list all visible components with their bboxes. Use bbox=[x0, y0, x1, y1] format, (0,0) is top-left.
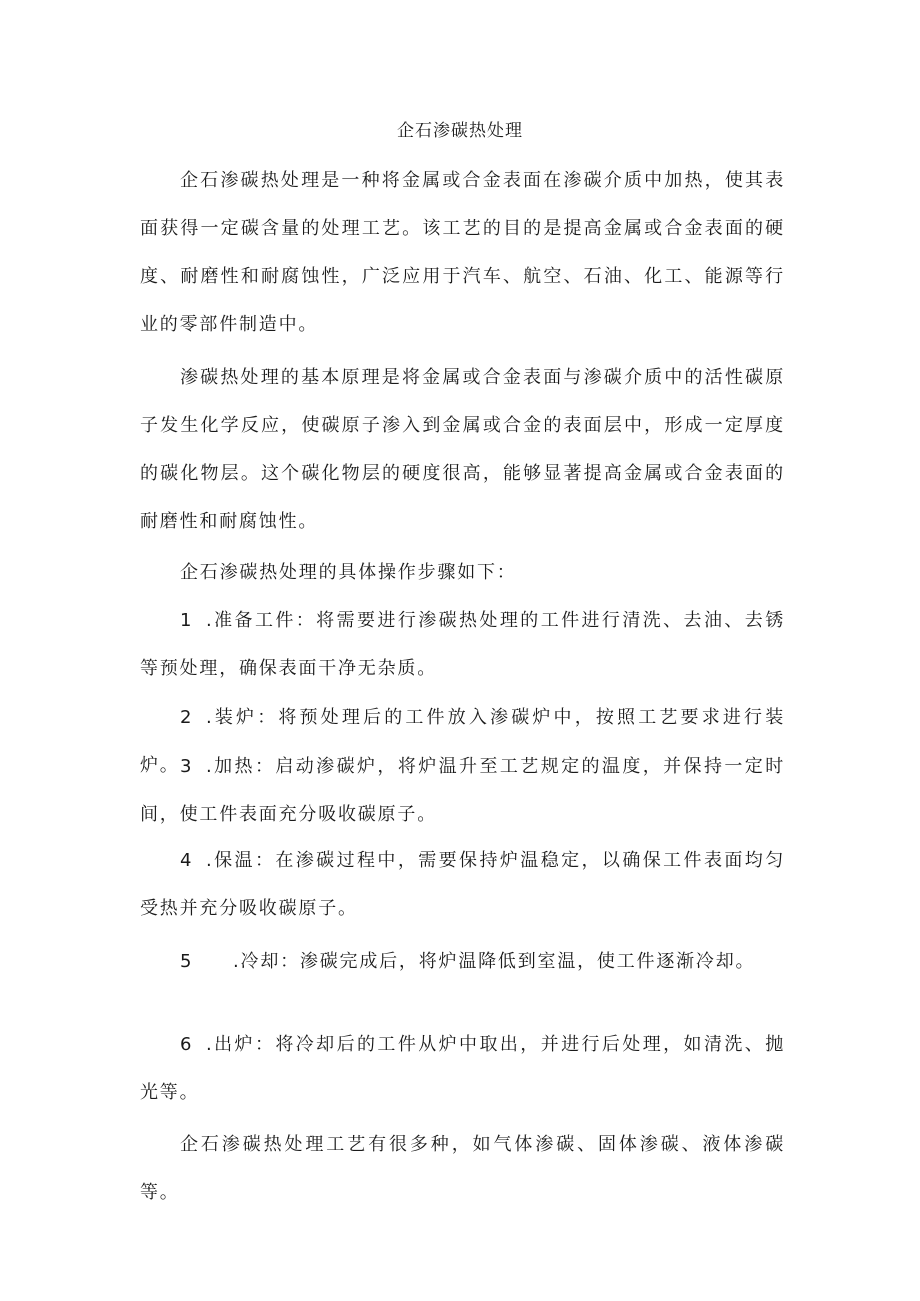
step-text: .装炉：将预处理后的工件放入渗碳炉中，按照工艺要求进行装炉。 bbox=[140, 707, 785, 776]
step-item bbox=[140, 1021, 785, 1117]
intro-paragraph: 企石渗碳热处理是一种将金属或合金表面在渗碳介质中加热，使其表面获得一定碳含量的处理工艺。该工艺的目的是提高金属或合金表面的硬度、耐磨性和耐腐蚀性，广泛应用于汽车、航空、石油、化工、能源等行业的零部件制造中。 bbox=[140, 170, 785, 335]
step-number: 1 bbox=[180, 610, 194, 631]
step-text: .出炉：将冷却后的工件从炉中取出，并进行后处理，如清洗、抛光等。 bbox=[140, 1034, 785, 1103]
step-item bbox=[140, 597, 785, 693]
closing-paragraph: 企石渗碳热处理工艺有很多种，如气体渗碳、固体渗碳、液体渗碳等。 bbox=[140, 1134, 785, 1203]
step-text: .准备工件：将需要进行渗碳热处理的工件进行清洗、去油、去锈等预处理，确保表面干净无杂质。 bbox=[140, 610, 785, 679]
principle-paragraph: 渗碳热处理的基本原理是将金属或合金表面与渗碳介质中的活性碳原子发生化学反应，使碳原子渗入到金属或合金的表面层中，形成一定厚度的碳化物层。这个碳化物层的硬度很高，能够显著提高金属或合金表面的耐磨性和耐腐蚀性。 bbox=[140, 367, 785, 532]
step-item bbox=[140, 837, 785, 933]
document-title: 企石渗碳热处理 bbox=[397, 121, 523, 141]
step-number: 3 bbox=[180, 756, 194, 777]
step-number: 4 bbox=[180, 850, 194, 871]
step-text: .加热：启动渗碳炉，将炉温升至工艺规定的温度，并保持一定时间，使工件表面充分吸收碳原子。 bbox=[140, 756, 785, 825]
step-number: 2 bbox=[180, 707, 194, 728]
step-text: .保温：在渗碳过程中，需要保持炉温稳定，以确保工件表面均匀受热并充分吸收碳原子。 bbox=[140, 850, 785, 919]
step-number: 6 bbox=[180, 1034, 194, 1055]
steps-intro-paragraph: 企石渗碳热处理的具体操作步骤如下： bbox=[180, 562, 517, 583]
step-number: 5 bbox=[180, 951, 194, 972]
step-text: .冷却：渗碳完成后，将炉温降低到室温，使工件逐渐冷却。 bbox=[233, 951, 756, 972]
step-item bbox=[140, 743, 785, 839]
step-item bbox=[140, 938, 785, 986]
